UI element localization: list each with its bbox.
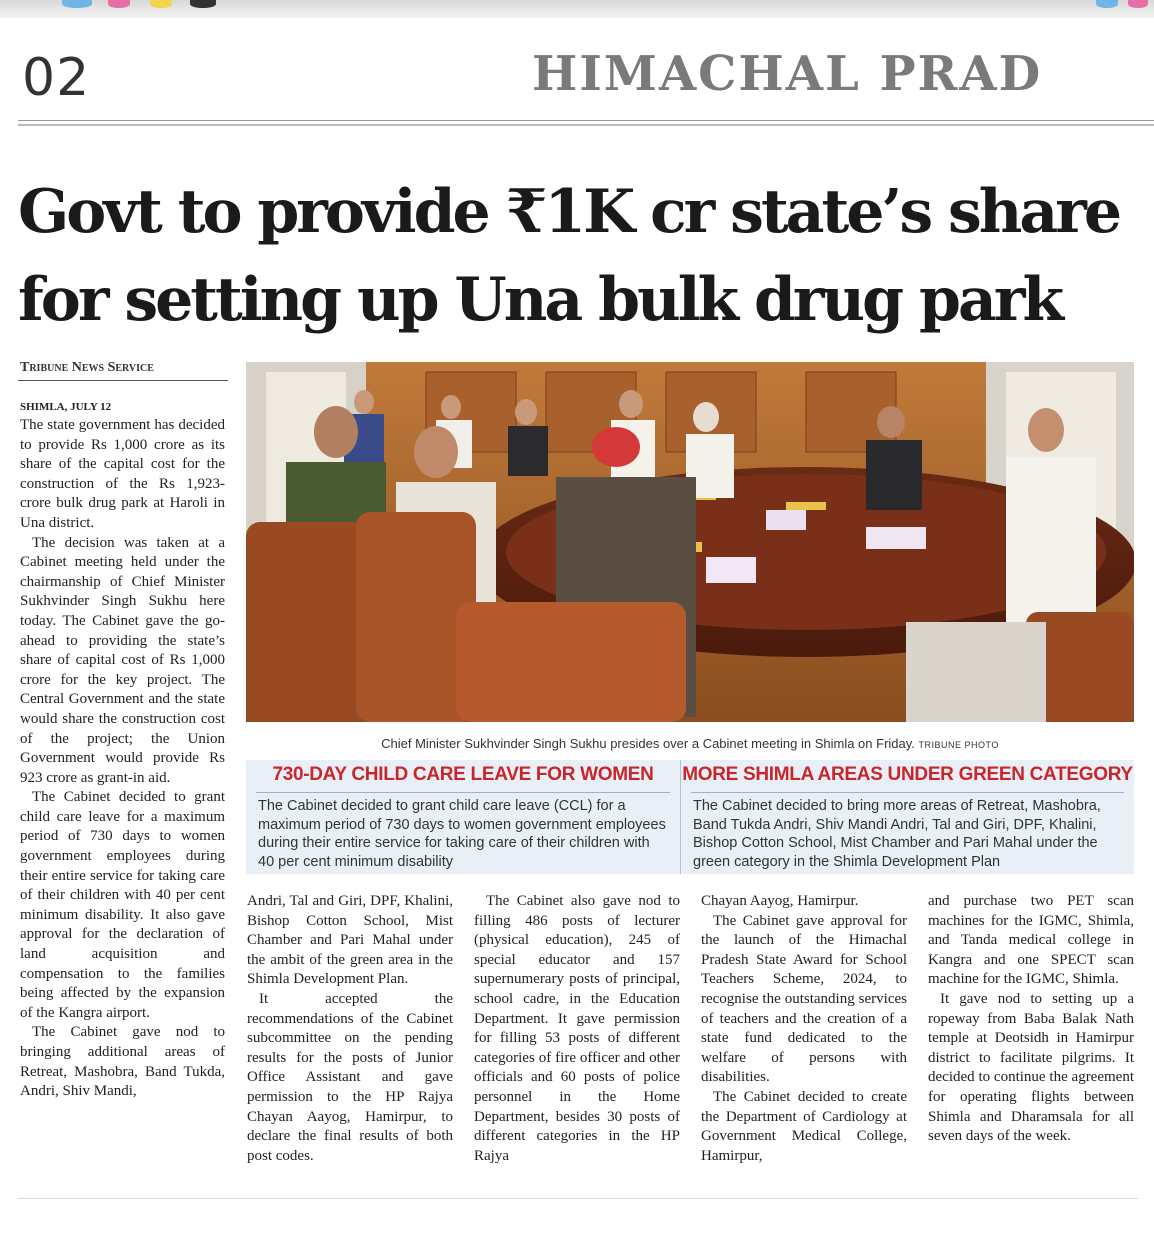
dateline: SHIMLA, JULY 12 [20,401,112,413]
byline-rule [18,380,228,381]
box-title: 730-DAY CHILD CARE LEAVE FOR WOMEN [272,764,654,785]
headline-line-2: for setting up Una bulk drug park [18,265,1062,335]
photo-illustration [246,362,1134,722]
color-dot [150,0,172,8]
paragraph: The Cabinet gave nod to bringing additional areas of Retreat, Mashobra, Band Tukda, Andri, Shiv Mandi, [20,1024,225,1100]
headline [18,168,1138,344]
byline: Tribune News Service [20,360,154,375]
paragraph: The Cabinet gave approval for the launch of the Himachal Pradesh State Award for School Teachers Scheme, 2024, to recognise the outstanding services of teachers and the creation of a state fund dedicated to the welfare of persons with disabilities. [701,912,907,1086]
color-dot [62,0,92,8]
headline-line-1: Govt to provide ₹1K cr state’s share [18,177,1120,247]
article-column-3 [474,892,680,1166]
article-column-4 [701,892,907,1166]
photo-credit: TRIBUNE PHOTO [918,740,999,750]
box-rule [256,792,670,793]
box-text: The Cabinet decided to grant child care leave (CCL) for a maximum period of 730 days to women government employees during their entire service for taking care of their children with 40 per cent minimum disability [258,798,666,870]
color-dot [108,0,130,8]
box-title: MORE SHIMLA AREAS UNDER GREEN CATEGORY [682,764,1133,785]
section-title: HIMACHAL PRAD [532,46,1043,102]
paragraph: It gave nod to setting up a ropeway from Baba Balak Nath temple at Deotsidh in Hamirpur district to facilitate pilgrims. It decided to continue the agreement for operating flights between Shimla and Dharamsala for all seven days of the week. [928,990,1134,1145]
header-rule-double [18,124,1154,126]
color-dot [1128,0,1148,8]
page-top-strip [0,0,1154,18]
paragraph: The decision was taken at a Cabinet meeting held under the chairmanship of Chief Minister Sukhvinder Singh Sukhu here today. The Cabinet gave the go-ahead to providing the state’s share of capital cost of Rs 1,000 crore for the key project. The Central Government and the state would share the construction cost of the project; the Union Government would provide Rs 923 crore as grant-in aid. [20,534,225,786]
color-dot [1096,0,1118,8]
article-column-5 [928,892,1134,1147]
bottom-rule [18,1198,1138,1199]
cabinet-meeting-photo [246,362,1134,722]
paragraph: It accepted the recommendations of the Cabinet subcommittee on the pending results for the posts of Junior Office Assistant and gave permission to the HP Rajya Chayan Aayog, Hamirpur, to declare the final results of both post codes. [247,990,453,1164]
paragraph: The Cabinet decided to grant child care leave for a maximum period of 730 days to women government employees during their entire service for taking care of their children with 40 per cent minimum disability. It also gave approval for the declaration of land acquisition and compensation to the families being affected by the expansion of the Kangra airport. [20,789,225,1021]
box-rule [691,792,1124,793]
article-column-2 [247,892,453,1166]
paragraph: The Cabinet also gave nod to filling 486 posts of lecturer (physical education), 245 of special educator and 157 supernumerary posts of principal, school cadre, in the Education Department. It gave permission for filling 53 posts of different categories of fire officer and other officials and 60 posts of police personnel in the Home Department, besides 30 posts of different categories in the HP Rajya [474,893,680,1164]
photo-caption [246,736,1134,751]
box-green-category [681,760,1134,874]
caption-text: Chief Minister Sukhvinder Singh Sukhu presides over a Cabinet meeting in Shimla on Friday. [381,736,915,751]
paragraph: The state government has decided to provide Rs 1,000 crore as its share of the capital cost for the construction of the Rs 1,923-crore bulk drug park at Haroli in Una district. [20,417,225,531]
color-dot [190,0,216,8]
paragraph: Andri, Tal and Giri, DPF, Khalini, Bishop Cotton School, Mist Chamber and Pari Mahal under the ambit of the green area in the Shimla Development Plan. [247,893,453,988]
header-rule [18,120,1154,121]
paragraph: The Cabinet decided to create the Department of Cardiology at Government Medical College, Hamirpur, [701,1088,907,1164]
paragraph: and purchase two PET scan machines for the IGMC, Shimla, and Tanda medical college in Kangra and one SPECT scan machine for the IGMC, Shimla. [928,893,1134,988]
paragraph: Chayan Aayog, Hamirpur. [701,893,859,909]
box-text: The Cabinet decided to bring more areas of Retreat, Mashobra, Band Tukda Andri, Shiv Mandi Andri, Tal and Giri, DPF, Khalini, Bishop Cotton School, Mist Chamber and Pari Mahal under the green category in the Shimla Development Plan [693,798,1101,870]
box-child-care-leave [246,760,680,874]
article-column-1 [20,416,225,1102]
page-number: 02 [22,48,91,108]
